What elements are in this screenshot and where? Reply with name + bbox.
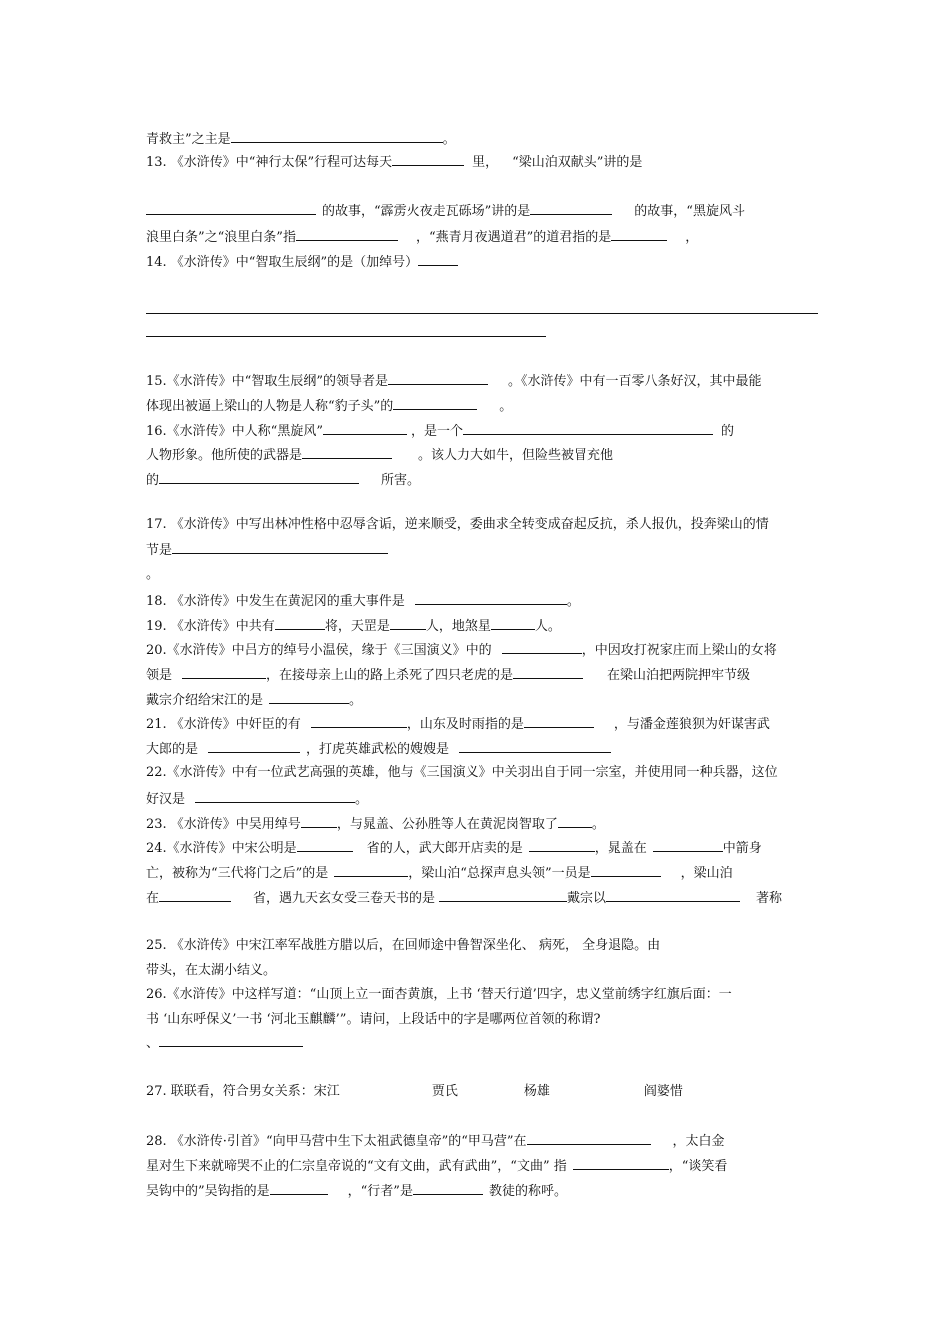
q17-line-3: 。 bbox=[146, 567, 160, 582]
q22-line-1: 22.《水浒传》中有一位武艺高强的英雄，他与《三国演义》中关羽出自于同一宗室，并使用同一种兵器，这位 bbox=[146, 765, 778, 780]
q20-line-2: 领是 ，在接母亲上山的路上杀死了四只老虎的是 在梁山泊把两院押牢节级 bbox=[146, 668, 751, 683]
answer-blank[interactable] bbox=[301, 815, 337, 828]
answer-blank[interactable] bbox=[459, 740, 611, 753]
q26-line-1: 26.《水浒传》中这样写道：“山顶上立一面杏黄旗，上书 ‘替天行道’四字，忠义堂前绣字红旗后面：一 bbox=[146, 987, 732, 1002]
answer-blank[interactable] bbox=[606, 889, 740, 902]
answer-blank[interactable] bbox=[269, 691, 349, 704]
answer-blank[interactable] bbox=[439, 889, 567, 902]
q28-line-3: 吴钩中的”吴钩指的是 ，“行者”是 教徒的称呼。 bbox=[146, 1184, 567, 1199]
q13-line-3: 浪里白条”之“浪里白条”指 ，“燕青月夜遇道君”的道君指的是 ， bbox=[146, 230, 699, 245]
answer-blank[interactable] bbox=[393, 397, 477, 410]
answer-blank[interactable] bbox=[208, 740, 300, 753]
q16-line-2: 人物形象。他所使的武器是 。该人力大如牛，但险些被冒充他 bbox=[146, 448, 614, 463]
q13-line-2: 的故事，“霹雳火夜走瓦砾场”讲的是 的故事，“黑旋风斗 bbox=[146, 202, 745, 220]
answer-blank[interactable] bbox=[297, 839, 353, 852]
q28-line-1: 28. 《水浒传·引首》“向甲马营中生下太祖武德皇帝”的“甲马营”在 ，太白金 bbox=[146, 1134, 725, 1149]
q21-line-1: 21. 《水浒传》中奸臣的有 ，山东及时雨指的是 ，与潘金莲狼狈为奸谋害武 bbox=[146, 717, 770, 732]
answer-blank[interactable] bbox=[311, 715, 407, 728]
q12-line: 青救主”之主是 。 bbox=[146, 132, 456, 147]
answer-blank[interactable] bbox=[530, 202, 612, 215]
q25-line-1: 25. 《水浒传》中宋江率军战胜方腊以后，在回师途中鲁智深坐化、 病死， 全身退隐。由 bbox=[146, 938, 661, 953]
answer-blank[interactable] bbox=[390, 617, 426, 630]
q13-line-1: 13. 《水浒传》中“神行太保”行程可达每天 里， “梁山泊双献头”讲的是 bbox=[146, 155, 643, 170]
answer-blank[interactable] bbox=[418, 253, 458, 266]
answer-blank[interactable] bbox=[388, 372, 488, 385]
answer-blank[interactable] bbox=[159, 889, 231, 902]
answer-blank[interactable] bbox=[529, 839, 595, 852]
answer-blank[interactable] bbox=[491, 617, 535, 630]
answer-rule[interactable] bbox=[146, 336, 546, 337]
answer-blank[interactable] bbox=[296, 228, 398, 241]
q24-line-1: 24.《水浒传》中宋公明是 省的人，武大郎开店卖的是 ，晁盖在 中箭身 bbox=[146, 841, 762, 856]
answer-blank[interactable] bbox=[463, 422, 713, 435]
answer-blank[interactable] bbox=[573, 1157, 669, 1170]
answer-blank[interactable] bbox=[611, 228, 667, 241]
answer-blank[interactable] bbox=[302, 446, 392, 459]
answer-blank[interactable] bbox=[653, 839, 723, 852]
q21-line-2: 大郎的是 ，打虎英雄武松的嫂嫂是 bbox=[146, 740, 611, 758]
answer-blank[interactable] bbox=[413, 1182, 483, 1195]
match-name[interactable]: 贾氏 bbox=[431, 1084, 458, 1099]
answer-blank[interactable] bbox=[231, 130, 443, 143]
match-name[interactable]: 杨雄 bbox=[523, 1084, 550, 1099]
q16-line-3: 的 所害。 bbox=[146, 473, 421, 488]
q23-line: 23. 《水浒传》中吴用绰号 ，与晁盖、公孙胜等人在黄泥岗智取了 。 bbox=[146, 817, 605, 832]
answer-blank[interactable] bbox=[392, 153, 464, 166]
answer-blank[interactable] bbox=[527, 1132, 651, 1145]
answer-blank[interactable] bbox=[415, 592, 567, 605]
answer-blank[interactable] bbox=[159, 471, 359, 484]
answer-blank[interactable] bbox=[172, 541, 388, 554]
answer-blank[interactable] bbox=[323, 422, 407, 435]
q22-line-2: 好汉是 。 bbox=[146, 792, 369, 807]
answer-blank[interactable] bbox=[591, 864, 661, 877]
q28-line-2: 星对生下来就啼哭不止的仁宗皇帝说的“文有文曲，武有武曲”，“文曲” 指 ，“谈笑看 bbox=[146, 1159, 728, 1174]
q17-line-2: 节是 bbox=[146, 541, 388, 559]
q17-line-1: 17. 《水浒传》中写出林冲性格中忍辱含诟，逆来顺受，委曲求全转变成奋起反抗，杀人报仇，投奔梁山的情 bbox=[146, 517, 769, 532]
q20-line-3: 戴宗介绍给宋江的是 。 bbox=[146, 693, 363, 708]
answer-blank[interactable] bbox=[275, 617, 325, 630]
q14-line: 14. 《水浒传》中“智取生辰纲”的是（加绰号） bbox=[146, 253, 458, 271]
q24-line-2: 亡，被称为“三代将门之后”的是 ，梁山泊“总探声息头领”一员是 ，梁山泊 bbox=[146, 866, 733, 881]
q25-line-2: 带头，在太湖小结义。 bbox=[146, 963, 277, 978]
q15-line-2: 体现出被逼上梁山的人物是人称“豹子头”的 。 bbox=[146, 399, 513, 414]
answer-blank[interactable] bbox=[195, 790, 355, 803]
answer-blank[interactable] bbox=[146, 202, 316, 215]
q18-line: 18. 《水浒传》中发生在黄泥冈的重大事件是 。 bbox=[146, 594, 580, 609]
match-name[interactable]: 阎婆惜 bbox=[643, 1084, 683, 1099]
answer-blank[interactable] bbox=[270, 1182, 328, 1195]
answer-blank[interactable] bbox=[159, 1034, 303, 1047]
answer-blank[interactable] bbox=[524, 715, 594, 728]
answer-blank[interactable] bbox=[502, 641, 582, 654]
answer-blank[interactable] bbox=[558, 815, 592, 828]
q24-line-3: 在 省，遇九天玄女受三卷天书的是 戴宗以 著称 bbox=[146, 891, 783, 906]
q26-line-2: 书 ‘山东呼保义’一书 ‘河北玉麒麟’”。请问，上段话中的字是哪两位首领的称谓? bbox=[146, 1012, 601, 1027]
answer-blank[interactable] bbox=[513, 666, 583, 679]
q16-line-1: 16.《水浒传》中人称“黑旋风” ，是一个 的 bbox=[146, 424, 734, 439]
answer-blank[interactable] bbox=[182, 666, 266, 679]
q27-line: 27. 联联看，符合男女关系：宋江 贾氏 杨雄 阎婆惜 bbox=[146, 1084, 683, 1099]
q15-line-1: 15.《水浒传》中“智取生辰纲”的领导者是 。《水浒传》中有一百零八条好汉，其中最能 bbox=[146, 374, 762, 389]
q26-line-3: 、 bbox=[146, 1034, 303, 1052]
answer-rule[interactable] bbox=[146, 313, 818, 314]
q19-line: 19. 《水浒传》中共有 将，天罡是 人，地煞星 人。 bbox=[146, 619, 561, 634]
q20-line-1: 20.《水浒传》中吕方的绰号小温侯，缘于《三国演义》中的 ，中因攻打祝家庄而上梁山的女将 bbox=[146, 643, 777, 658]
answer-blank[interactable] bbox=[334, 864, 408, 877]
